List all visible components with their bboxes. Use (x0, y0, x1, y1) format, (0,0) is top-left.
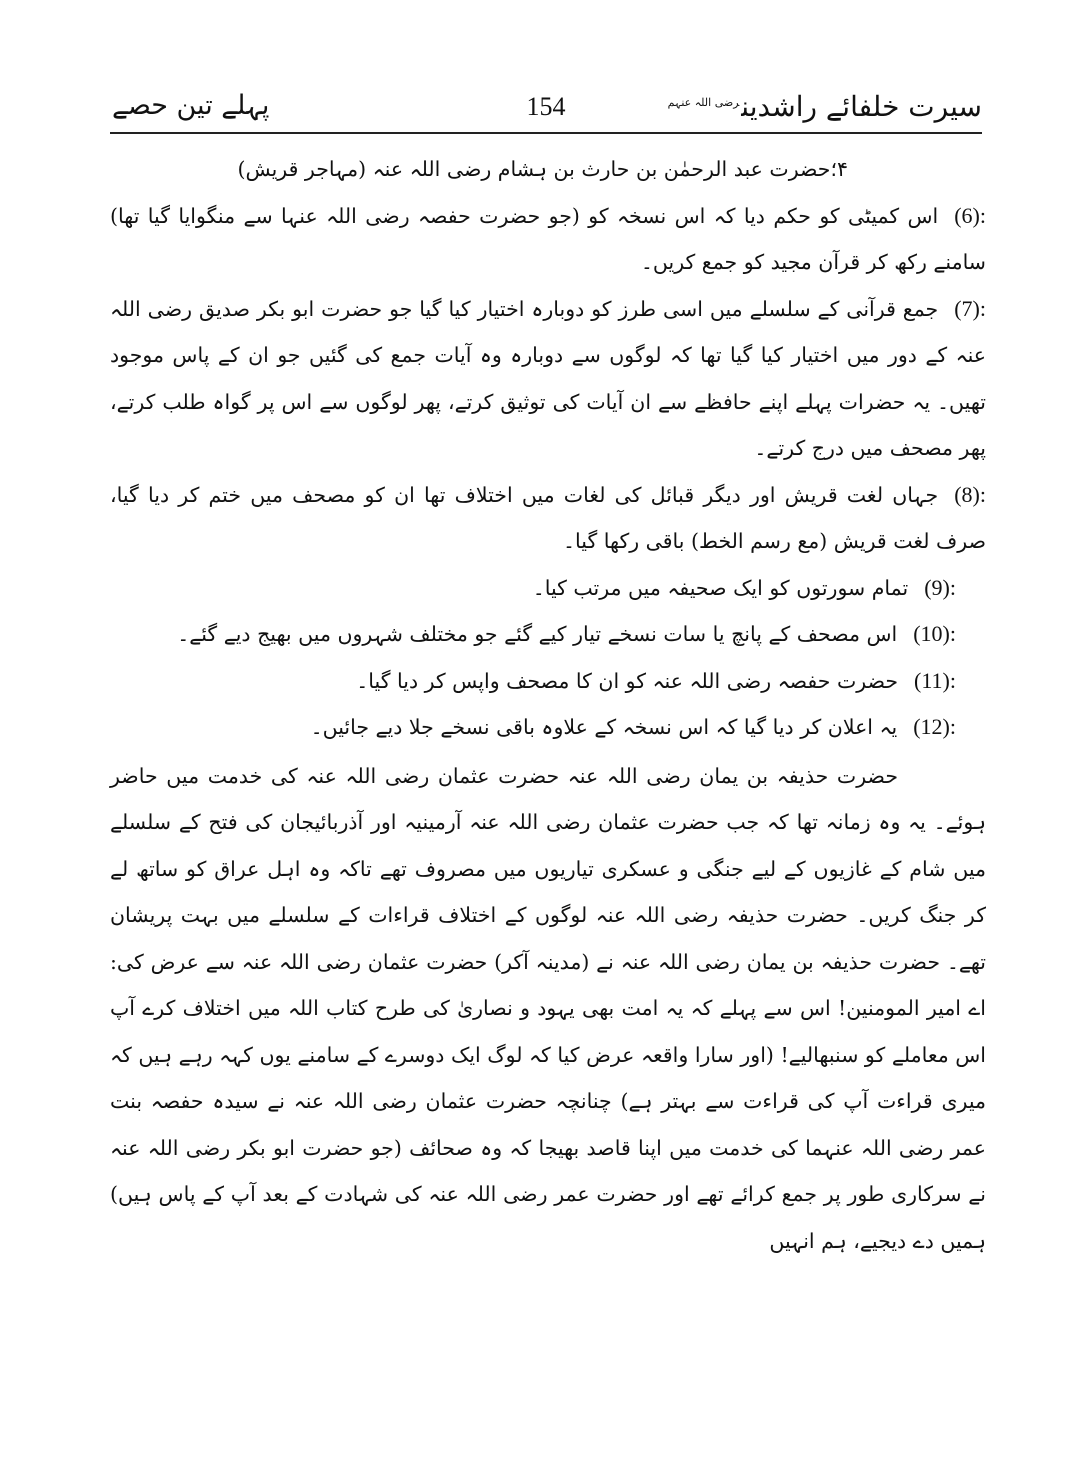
point-text: اس مصحف کے پانچ یا سات نسخے تیار کیے گئے جو مختلف شہروں میں بھیج دیے گئے۔ (177, 622, 898, 646)
point-7 (110, 286, 986, 472)
page-body (110, 146, 986, 1264)
body-paragraph: حضرت حذیفہ بن یمان رضی اللہ عنہ حضرت عثمان رضی اللہ عنہ کی خدمت میں حاضر ہوئے۔ یہ وہ زمانہ تھا کہ جب حضرت عثمان رضی اللہ عنہ آرمینیہ اور آذربائیجان کی فتح کے سلسلے میں شام کے غازیوں کے لیے جنگی و عسکری تیاریوں میں مصروف تھے تاکہ وہ اہل عراق کو ساتھ لے کر جنگ کریں۔ حضرت حذیفہ رضی اللہ عنہ لوگوں کے اختلاف قراءات کے سلسلے میں بہت پریشان تھے۔ حضرت حذیفہ بن یمان رضی اللہ عنہ نے (مدینہ آکر) حضرت عثمان رضی اللہ عنہ سے عرض کی: اے امیر المومنین! اس سے پہلے کہ یہ امت بھی یہود و نصاریٰ کی طرح کتاب اللہ میں اختلاف کرے آپ اس معاملے کو سنبھالیے! (اور سارا واقعہ عرض کیا کہ لوگ ایک دوسرے کے سامنے یوں کہہ رہے ہیں کہ میری قراءت آپ کی قراءت سے بہتر ہے) چنانچہ حضرت عثمان رضی اللہ عنہ نے سیدہ حفصہ بنت عمر رضی اللہ عنہما کی خدمت میں اپنا قاصد بھیجا کہ وہ صحائف (جو حضرت ابو بکر رضی اللہ عنہ نے سرکاری طور پر جمع کرائے تھے اور حضرت عمر رضی اللہ عنہ کی شہادت کے بعد آپ کے پاس ہیں) ہمیں دے دیجیے، ہم انہیں (110, 763, 986, 1253)
point-text: جمع قرآنی کے سلسلے میں اسی طرز کو دوبارہ اختیار کیا گیا جو حضرت ابو بکر صدیق رضی اللہ عنہ کے دور میں اختیار کیا گیا تھا کہ لوگوں سے دوبارہ وہ آیات جمع کی گئیں جو ان کے پاس موجود تھیں۔ یہ حضرات پہلے اپنے حافظے سے ان آیات کی توثیق کرتے، پھر لوگوں سے اس پر گواہ طلب کرتے، پھر مصحف میں درج کرتے۔ (110, 296, 986, 460)
point-number: (7): (954, 295, 986, 321)
point-9 (110, 565, 986, 612)
point-number: (11): (914, 667, 956, 693)
point-text: حضرت حفصہ رضی اللہ عنہ کو ان کا مصحف واپس کر دیا گیا۔ (356, 668, 899, 693)
point-11 (110, 658, 986, 705)
book-title-text: سیرت خلفائے راشدین (741, 90, 982, 123)
point-number: (8): (954, 481, 986, 507)
point-text: جہاں لغت قریش اور دیگر قبائل کی لغات میں اختلاف تھا ان کو مصحف میں ختم کر دیا گیا، صرف لغت قریش (مع رسم الخط) باقی رکھا گیا۔ (110, 482, 986, 553)
point-number: (12): (913, 714, 956, 739)
point-text: یہ اعلان کر دیا گیا کہ اس نسخہ کے علاوہ باقی نسخے جلا دیے جائیں۔ (310, 715, 898, 739)
point-number: (6): (954, 202, 986, 228)
point-8 (110, 472, 986, 565)
point-6 (110, 193, 986, 286)
point-text: اس کمیٹی کو حکم دیا کہ اس نسخہ کو (جو حضرت حفصہ رضی اللہ عنہا سے منگوایا گیا تھا) سامنے رکھ کر قرآن مجید کو جمع کریں۔ (110, 203, 986, 274)
point-number: (10): (913, 621, 956, 646)
sub-heading: ۴؛حضرت عبد الرحمٰن بن حارث بن ہشام رضی اللہ عنہ (مہاجر قریش) (237, 157, 848, 181)
point-number: (9): (924, 574, 956, 600)
page-number: 154 (526, 92, 566, 121)
honorific-text: رضی اللہ عنہم (667, 95, 740, 109)
point-12 (110, 704, 986, 751)
point-10 (110, 611, 986, 658)
point-text: تمام سورتوں کو ایک صحیفہ میں مرتب کیا۔ (532, 575, 909, 600)
volume-label: پہلے تین حصے (112, 90, 270, 121)
page-header (110, 86, 982, 134)
